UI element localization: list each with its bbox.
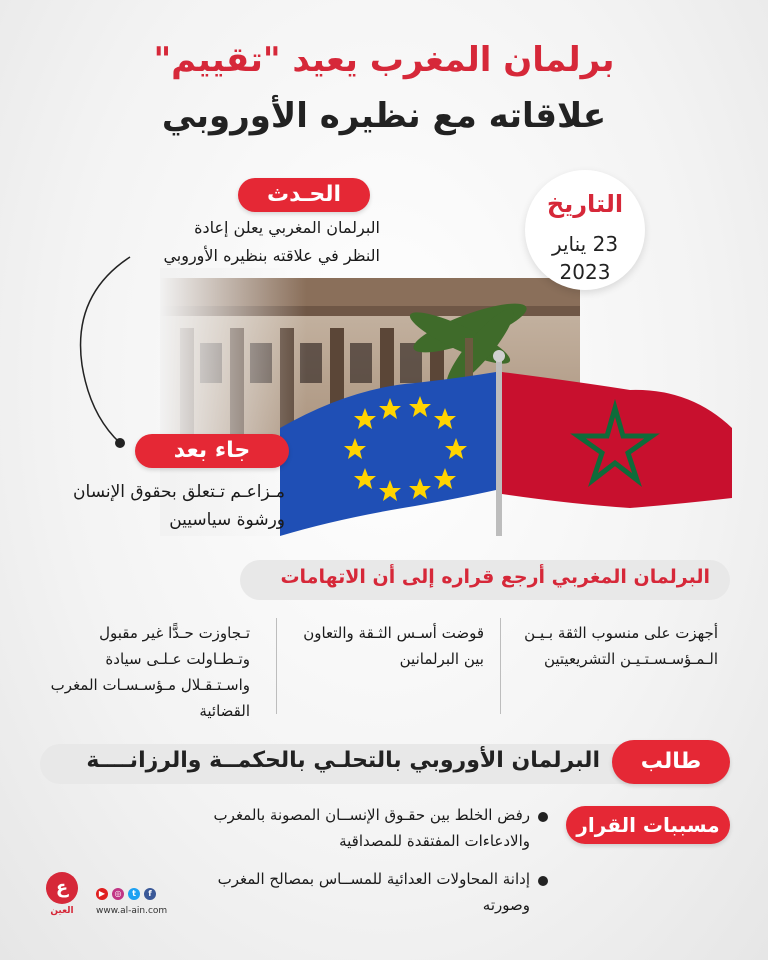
date-label: التاريخ: [546, 190, 624, 218]
youtube-icon: ▶: [96, 888, 108, 900]
accusation-item-2: قوضت أسـس الثـقة والتعاون بين البرلمانين: [303, 624, 484, 668]
accusation-item-3: تـجاوزت حـدًّا غير مقبول وتـطـاولت عـلـى سيادة واسـتـقـلال مـؤسـسـات المغرب القضائية: [50, 624, 250, 720]
connector-curve: [72, 255, 132, 455]
came-after-label: جاء بعد: [135, 434, 289, 468]
date-day: 23 يناير: [551, 232, 619, 256]
demand-label: طالب: [612, 740, 730, 784]
reason-item-2: إدانة المحاولات العدائية للمســاس بمصالح المغرب وصورته: [217, 870, 530, 914]
event-text: البرلمان المغربي يعلن إعادة النظر في علاقته بنظيره الأوروبي: [163, 218, 380, 265]
page-title-line2: علاقاته مع نظيره الأوروبي: [161, 96, 607, 136]
page-title-line1: برلمان المغرب يعيد "تقييم": [153, 40, 615, 80]
accusations-heading: البرلمان المغربي أرجع قراره إلى أن الاتهامات: [280, 566, 710, 588]
al-ain-logo: ع: [46, 872, 78, 904]
divider: [500, 618, 501, 714]
divider: [276, 618, 277, 714]
reason-item-1: رفض الخلط بين حقـوق الإنســان المصونة بالمغرب والادعاءات المفتقدة للمصداقية: [213, 806, 530, 850]
instagram-icon: ◎: [112, 888, 124, 900]
website-url: www.al-ain.com: [96, 906, 168, 916]
accusation-item-1: أجهزت على منسوب الثقة بـيـن الـمـؤسـسـتـيـن التشريعيتين: [524, 624, 718, 668]
came-after-text: مـزاعـم تـتعلق بحقوق الإنسان ورشوة سياسيين: [73, 482, 285, 530]
bullet: [538, 876, 548, 886]
date-year: 2023: [559, 260, 611, 284]
demand-text: البرلمان الأوروبي بالتحلـي بالحكمــة والرزانــــة: [86, 748, 600, 773]
twitter-icon: t: [128, 888, 140, 900]
reasons-label: مسببات القرار: [566, 806, 730, 844]
al-ain-logo-text: العين: [50, 906, 74, 916]
facebook-icon: f: [144, 888, 156, 900]
event-label: الحـدث: [238, 178, 370, 212]
bullet: [538, 812, 548, 822]
